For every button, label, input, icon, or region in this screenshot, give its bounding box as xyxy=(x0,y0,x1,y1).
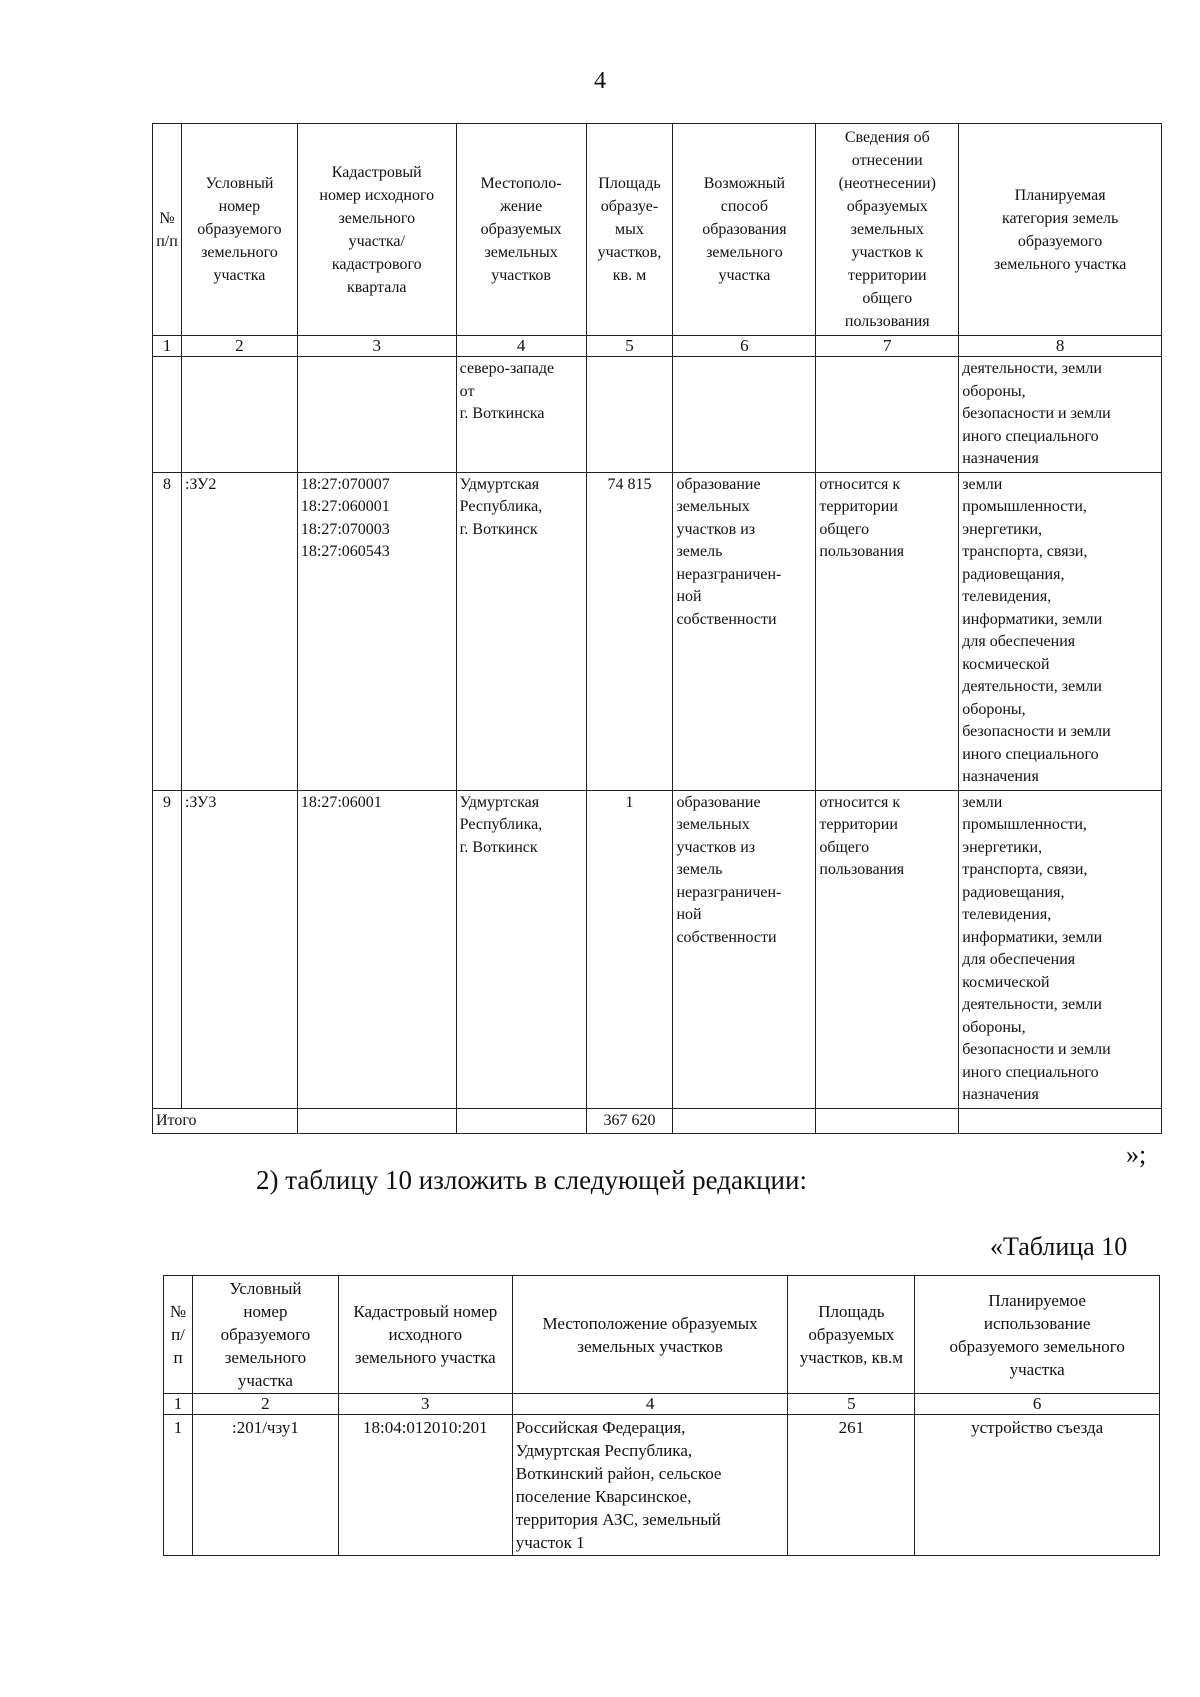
area-cell: 74 815 xyxy=(586,472,673,790)
header-cell: № п/п xyxy=(164,1276,193,1394)
column-number-row xyxy=(153,336,1162,357)
row-number: 9 xyxy=(153,790,182,1108)
table-header-row xyxy=(164,1276,1160,1394)
header-cell: Планируемое использование образуемого земельного участка xyxy=(915,1276,1160,1394)
plot-cell: :ЗУ3 xyxy=(181,790,297,1108)
area-cell: 1 xyxy=(586,790,673,1108)
header-cell: Площадь образуемых участков, кв.м xyxy=(788,1276,915,1394)
table-row xyxy=(153,357,1162,473)
total-label: Итого xyxy=(153,1108,298,1134)
column-number: 8 xyxy=(959,336,1162,357)
public-use-cell: относится к территории общего пользования xyxy=(816,790,959,1108)
column-number: 2 xyxy=(181,336,297,357)
table-header-row xyxy=(153,124,1162,336)
amendment-statement: 2) таблицу 10 изложить в следующей редакции: xyxy=(256,1165,807,1195)
table-caption: «Таблица 10 xyxy=(990,1232,1128,1261)
header-cell: Сведения об отнесении (неотнесении) образуемых земельных участков к территории общего пользования xyxy=(816,124,959,336)
usage-cell: устройство съезда xyxy=(915,1415,1160,1556)
location-cell: Удмуртская Республика, г. Воткинск xyxy=(456,472,586,790)
column-number: 2 xyxy=(192,1394,338,1415)
column-number: 6 xyxy=(915,1394,1160,1415)
location-cell: Удмуртская Республика, г. Воткинск xyxy=(456,790,586,1108)
header-cell: Возможный способ образования земельного участка xyxy=(673,124,816,336)
header-cell: № п/п xyxy=(153,124,182,336)
cadastral-cell: 18:27:06001 xyxy=(297,790,456,1108)
table-row xyxy=(164,1415,1160,1556)
column-number: 6 xyxy=(673,336,816,357)
location-cell: Российская Федерация, Удмуртская Республика, Воткинский район, сельское поселение Кварсинское, территория АЗС, земельный участок 1 xyxy=(512,1415,788,1556)
area-cell: 261 xyxy=(788,1415,915,1556)
location-cell: северо-западе от г. Воткинска xyxy=(456,357,586,473)
total-value: 367 620 xyxy=(586,1108,673,1134)
plot-cell: :ЗУ2 xyxy=(181,472,297,790)
cadastral-cell: 18:27:070007 18:27:060001 18:27:070003 18:27:060543 xyxy=(297,472,456,790)
header-cell: Планируемая категория земель образуемого земельного участка xyxy=(959,124,1162,336)
page-number: 4 xyxy=(594,68,606,94)
table-10 xyxy=(163,1275,1160,1556)
total-row xyxy=(153,1108,1162,1134)
header-cell: Местоположение образуемых земельных участков xyxy=(512,1276,788,1394)
public-use-cell: относится к территории общего пользования xyxy=(816,472,959,790)
row-number: 1 xyxy=(164,1415,193,1556)
column-number: 4 xyxy=(456,336,586,357)
table-row xyxy=(153,472,1162,790)
cadastral-cell: 18:04:012010:201 xyxy=(338,1415,512,1556)
column-number: 4 xyxy=(512,1394,788,1415)
category-cell: земли промышленности, энергетики, транспорта, связи, радиовещания, телевидения, информатики, земли для обеспечения космической деятельности, земли обороны, безопасности и земли иного специального назначения xyxy=(959,790,1162,1108)
header-cell: Условный номер образуемого земельного участка xyxy=(181,124,297,336)
column-number-row xyxy=(164,1394,1160,1415)
column-number: 1 xyxy=(153,336,182,357)
row-number: 8 xyxy=(153,472,182,790)
method-cell: образование земельных участков из земель неразграничен- ной собственности xyxy=(673,472,816,790)
header-cell: Местополо- жение образуемых земельных участков xyxy=(456,124,586,336)
table-row xyxy=(153,790,1162,1108)
method-cell: образование земельных участков из земель неразграничен- ной собственности xyxy=(673,790,816,1108)
column-number: 1 xyxy=(164,1394,193,1415)
header-cell: Кадастровый номер исходного земельного участка/ кадастрового квартала xyxy=(297,124,456,336)
category-cell: деятельности, земли обороны, безопасности и земли иного специального назначения xyxy=(959,357,1162,473)
column-number: 7 xyxy=(816,336,959,357)
column-number: 5 xyxy=(788,1394,915,1415)
column-number: 3 xyxy=(338,1394,512,1415)
closing-quote: »; xyxy=(1126,1140,1147,1169)
land-plots-table xyxy=(152,123,1162,1134)
header-cell: Условный номер образуемого земельного участка xyxy=(192,1276,338,1394)
header-cell: Площадь образуе- мых участков, кв. м xyxy=(586,124,673,336)
header-cell: Кадастровый номер исходного земельного участка xyxy=(338,1276,512,1394)
column-number: 5 xyxy=(586,336,673,357)
plot-cell: :201/чзу1 xyxy=(192,1415,338,1556)
column-number: 3 xyxy=(297,336,456,357)
category-cell: земли промышленности, энергетики, транспорта, связи, радиовещания, телевидения, информатики, земли для обеспечения космической деятельности, земли обороны, безопасности и земли иного специального назначения xyxy=(959,472,1162,790)
